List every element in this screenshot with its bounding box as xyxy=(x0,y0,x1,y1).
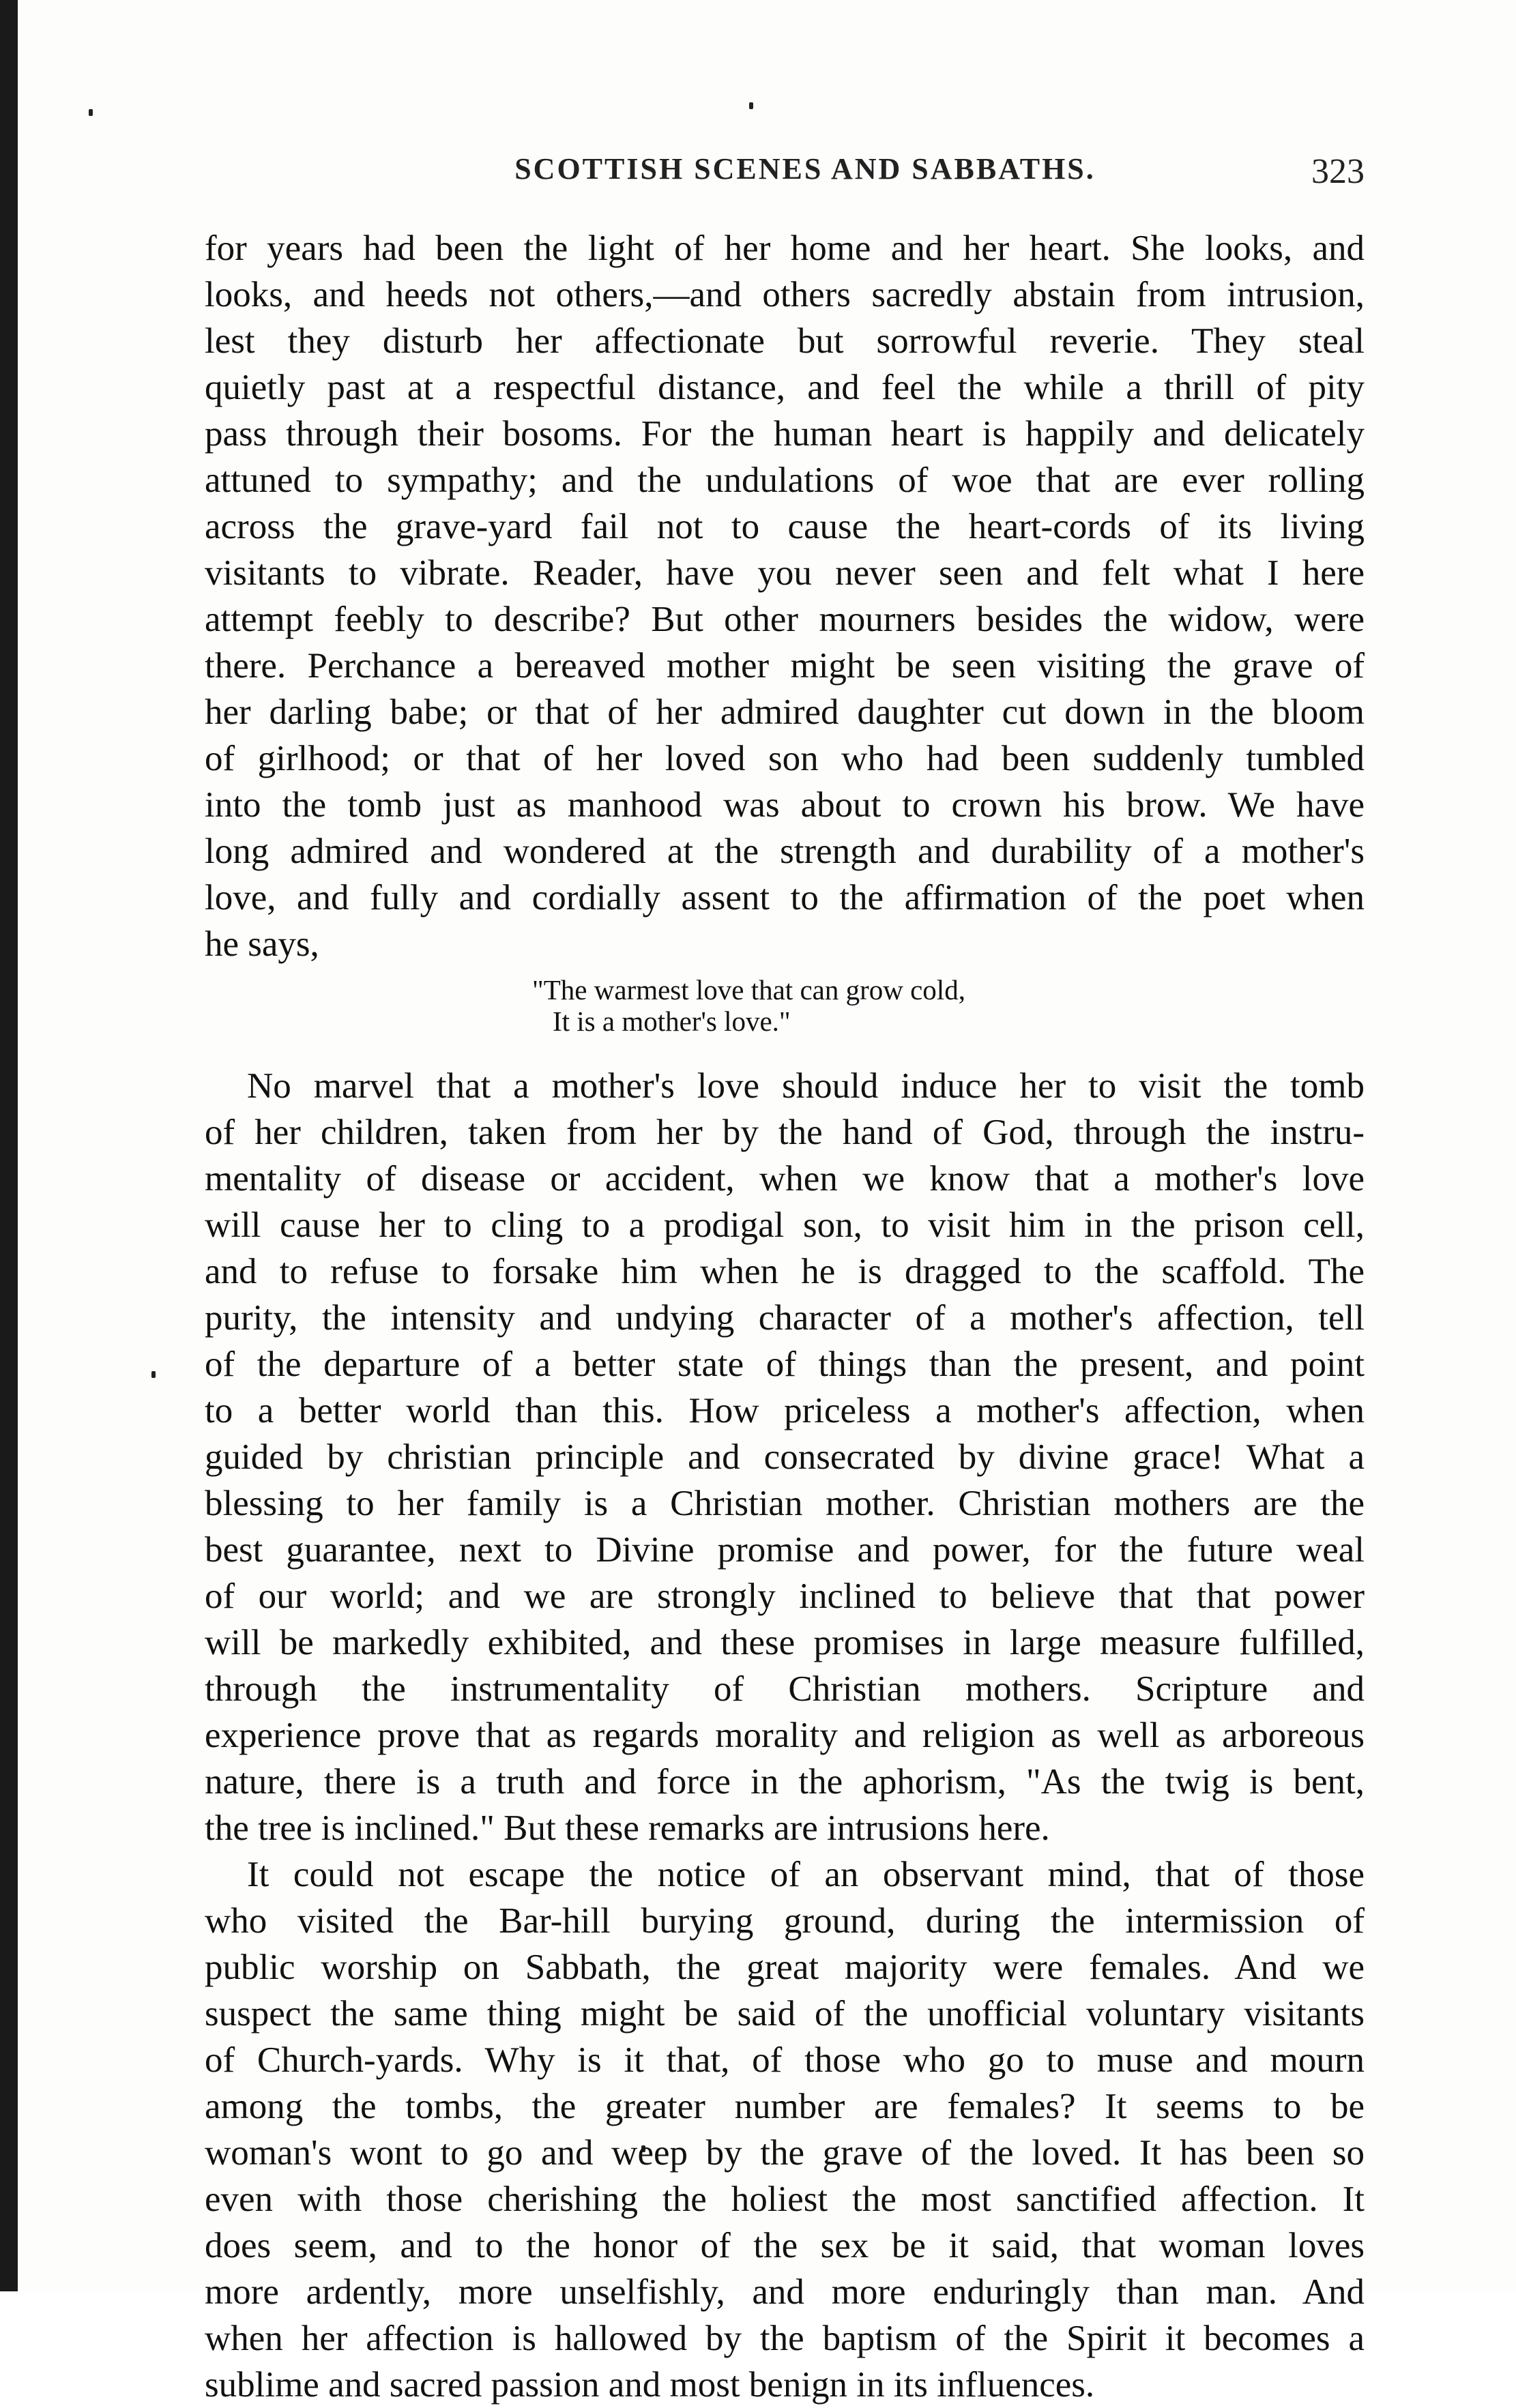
text-line: into the tomb just as manhood was about to crown his brow. We have xyxy=(205,785,1365,825)
text-line: through the instrumentality of Christian mothers. Scripture and xyxy=(205,1669,1365,1709)
text-line: sublime and sacred passion and most benign in its influences. xyxy=(205,2365,1095,2405)
paragraph-mothers-love xyxy=(205,1063,1365,1851)
text-line: who visited the Bar-hill burying ground, during the intermission of xyxy=(205,1901,1365,1941)
text-line: nature, there is a truth and force in the aphorism, "As the twig is bent, xyxy=(205,1762,1365,1802)
paragraph-females xyxy=(205,1851,1365,2408)
text-line: experience prove that as regards morality and religion as well as arboreous xyxy=(205,1716,1365,1755)
verse-line: It is a mother's love." xyxy=(553,1005,791,1037)
text-line: when her affection is hallowed by the baptism of the Spirit it becomes a xyxy=(205,2319,1365,2358)
text-line: attempt feebly to describe? But other mourners besides the widow, were xyxy=(205,600,1365,639)
paragraph-continued xyxy=(205,225,1365,967)
text-line: guided by christian principle and consecrated by divine grace! What a xyxy=(205,1437,1365,1477)
text-line: quietly past at a respectful distance, and feel the while a thrill of pity xyxy=(205,368,1365,407)
body-text xyxy=(205,225,1365,2408)
text-line: attuned to sympathy; and the undulations of woe that are ever rolling xyxy=(205,460,1365,500)
text-line: of the departure of a better state of things than the present, and point xyxy=(205,1345,1365,1384)
text-line: more ardently, more unselfishly, and more enduringly than man. And xyxy=(205,2272,1365,2312)
verse-quotation xyxy=(205,974,1365,1037)
text-line: to a better world than this. How priceless a mother's affection, when xyxy=(205,1391,1365,1430)
text-line: mentality of disease or accident, when we know that a mother's love xyxy=(205,1159,1365,1199)
text-line: among the tombs, the greater number are females? It seems to be xyxy=(205,2087,1365,2126)
text-line: there. Perchance a bereaved mother might be seen visiting the grave of xyxy=(205,646,1365,686)
page-binding-edge xyxy=(0,0,18,2291)
text-line: blessing to her family is a Christian mother. Christian mothers are the xyxy=(205,1484,1365,1523)
text-line: lest they disturb her affectionate but sorrowful reverie. They steal xyxy=(205,321,1365,361)
text-line: It could not escape the notice of an observant mind, that of those xyxy=(247,1855,1365,1894)
text-line: pass through their bosoms. For the human heart is happily and delicately xyxy=(205,414,1365,454)
verse-line: "The warmest love that can grow cold, xyxy=(532,974,965,1005)
text-line: of Church-yards. Why is it that, of those who go to muse and mourn xyxy=(205,2040,1365,2080)
text-line: suspect the same thing might be said of the unofficial voluntary visitants xyxy=(205,1994,1365,2033)
page-number: 323 xyxy=(1311,152,1365,191)
text-line: the tree is inclined." But these remarks are intrusions here. xyxy=(205,1808,1050,1848)
text-line: and to refuse to forsake him when he is dragged to the scaffold. The xyxy=(205,1252,1365,1291)
text-line: even with those cherishing the holiest the most sanctified affection. It xyxy=(205,2179,1365,2219)
running-head xyxy=(205,151,1365,199)
text-line: of her children, taken from her by the hand of God, through the instru- xyxy=(205,1113,1365,1152)
text-line: does seem, and to the honor of the sex be it said, that woman loves xyxy=(205,2226,1365,2265)
text-line: public worship on Sabbath, the great majority were females. And we xyxy=(205,1948,1365,1987)
text-line: love, and fully and cordially assent to the affirmation of the poet when xyxy=(205,878,1365,917)
ink-speck xyxy=(749,102,753,109)
text-line: visitants to vibrate. Reader, have you never seen and felt what I here xyxy=(205,553,1365,593)
text-line: of girlhood; or that of her loved son who had been suddenly tumbled xyxy=(205,739,1365,778)
text-line: long admired and wondered at the strength and durability of a mother's xyxy=(205,832,1365,871)
text-line: for years had been the light of her home and her heart. She looks, and xyxy=(205,229,1365,268)
text-line: No marvel that a mother's love should induce her to visit the tomb xyxy=(247,1066,1365,1106)
text-line: best guarantee, next to Divine promise and power, for the future weal xyxy=(205,1530,1365,1570)
text-line: her darling babe; or that of her admired daughter cut down in the bloom xyxy=(205,692,1365,732)
text-line: woman's wont to go and weep by the grave of the loved. It has been so xyxy=(205,2133,1365,2173)
text-line: he says, xyxy=(205,924,319,964)
text-line: of our world; and we are strongly inclined to believe that that power xyxy=(205,1576,1365,1616)
ink-speck xyxy=(151,1371,156,1378)
text-line: across the grave-yard fail not to cause the heart-cords of its living xyxy=(205,507,1365,546)
text-line: looks, and heeds not others,—and others sacredly abstain from intrusion, xyxy=(205,275,1365,314)
text-line: will cause her to cling to a prodigal son, to visit him in the prison cell, xyxy=(205,1205,1365,1245)
text-line: will be markedly exhibited, and these promises in large measure fulfilled, xyxy=(205,1623,1365,1662)
text-line: purity, the intensity and undying character of a mother's affection, tell xyxy=(205,1298,1365,1338)
running-title: SCOTTISH SCENES AND SABBATHS. xyxy=(514,152,1096,186)
ink-speck xyxy=(89,109,93,116)
